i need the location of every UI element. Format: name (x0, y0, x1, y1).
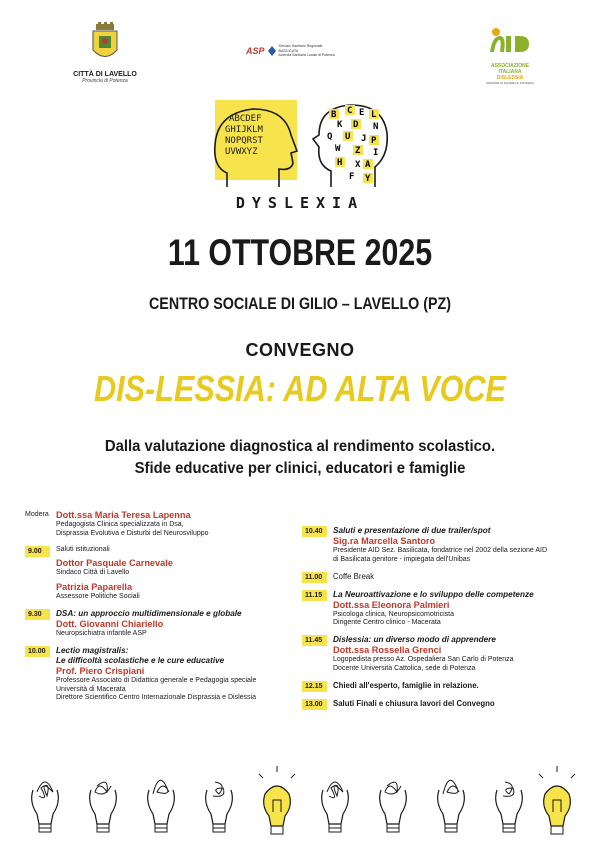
subtitle-line2: Sfide educative per clinici, educatori e famiglie (134, 460, 466, 477)
bulb-tangled-icon (496, 782, 523, 832)
topic: Le difficoltà scolastiche e le cure educative (56, 655, 225, 665)
scattered-letters (327, 105, 379, 184)
svg-text:C: C (347, 106, 353, 116)
time-badge: 11.45 (302, 635, 327, 646)
letters-row1: ABCDEF (229, 114, 262, 124)
program-item-1000: 10.00 Lectio magistralis: Le difficoltà scolastiche e le cure educative Prof. Piero Crispiani Professore Associato di Didattica generale e Pedagogia speciale Università di Macerata Direttore Scientifico Centro Internazionale Disprassia e Dislessia (25, 646, 283, 703)
aid-line4: SEZIONE DI MATERA E POTENZA (486, 81, 534, 85)
topic: La Neuroattivazione e lo sviluppo delle competenze (333, 589, 534, 599)
program-item-1215 (302, 681, 587, 692)
svg-text:P: P (371, 136, 377, 146)
time-badge: 11.00 (302, 572, 327, 583)
svg-text:F: F (349, 172, 355, 182)
program-item-1040: 10.40 Saluti e presentazione di due trailer/spot Sig.ra Marcella Santoro Presidente AID Sez. Basilicata, fondatrice nel 2002 della sezione AID di Basilicata genitore - impiegata dell'Unibas (302, 526, 587, 565)
bulb-lit-icon (259, 766, 295, 834)
program-item-1115: 11.15 La Neuroattivazione e lo sviluppo delle competenze Dott.ssa Eleonora Palmieri Psicologa clinica, Neuropsicomotricista Dirigente Centro clinico - Macerata (302, 590, 587, 629)
svg-text:L: L (371, 110, 377, 120)
program-right-column (302, 526, 587, 717)
svg-text:D: D (353, 120, 359, 130)
time-badge: 12.15 (302, 681, 327, 692)
program-left-column (25, 510, 283, 710)
svg-text:J: J (361, 134, 367, 144)
program-item-1100 (302, 572, 587, 583)
svg-text:W: W (335, 144, 341, 154)
program-item-900: 9.00 Saluti istituzionali Dottor Pasquale Carnevale Sindaco Città di Lavello Patrizia Paparella Assessore Politiche Sociali (25, 546, 283, 602)
letters-row3: NOPQRST (225, 136, 263, 146)
speaker-name: Dott. Giovanni Chiariello (56, 618, 164, 629)
aid-line1: ASSOCIAZIONE (490, 63, 530, 69)
modera-name: Dott.ssa Maria Teresa Lapenna (56, 510, 191, 520)
lightbulbs-decoration (25, 762, 580, 852)
program-item-1145: 11.45 Dislessia: un diverso modo di apprendere Dott.ssa Rossella Grenci Logopedista presso Az. Ospedaliera San Carlo di Potenza Docente Università Cattolica, sede di Potenza (302, 635, 587, 674)
lavello-logo (60, 22, 150, 84)
svg-text:H: H (337, 158, 343, 168)
topic: DSA: un approccio multidimensionale e globale (56, 608, 242, 618)
event-venue: CENTRO SOCIALE DI GILIO – LAVELLO (PZ) (148, 294, 452, 313)
program-item-1300 (302, 699, 587, 710)
aid-logo (470, 26, 550, 85)
event-type: CONVEGNO (245, 340, 355, 360)
topic: Dislessia: un diverso modo di apprendere (333, 635, 496, 645)
event-subtitle (12, 436, 588, 480)
asp-mark-icon (268, 46, 276, 56)
speaker-name: Patrizia Paparella (56, 582, 133, 593)
bulb-tangled-icon (322, 782, 349, 832)
speaker-name: Sig.ra Marcella Santoro (333, 536, 436, 546)
q-and-a: Chiedi all'esperto, famiglie in relazione. (333, 680, 479, 690)
aid-line2: ITALIANA (498, 69, 522, 75)
bulb-tangled-icon (438, 780, 465, 832)
time-badge: 9.30 (25, 609, 50, 620)
bulb-tangled-icon (380, 782, 407, 832)
svg-text:K: K (337, 120, 343, 130)
speaker-name: Prof. Piero Crispiani (56, 665, 145, 676)
bulb-lit-icon (539, 766, 575, 834)
svg-text:Q: Q (327, 132, 333, 142)
event-date: 11 OTTOBRE 2025 (167, 232, 433, 273)
program-item-modera: Modera Dott.ssa Maria Teresa Lapenna Pedagogista Clinica specializzata in Dsa, Disprassia Evolutiva e Disturbi del Neurosviluppo (25, 510, 283, 539)
svg-text:A: A (365, 160, 371, 170)
lavello-crest-icon (88, 22, 122, 64)
closing: Saluti Finali e chiusura lavori del Convegno (333, 698, 495, 708)
speaker-name: Dott.ssa Eleonora Palmieri (333, 599, 450, 610)
bulb-tangled-icon (90, 782, 117, 832)
svg-text:N: N (373, 122, 379, 132)
bulb-tangled-icon (32, 782, 59, 832)
modera-label: Modera (25, 511, 49, 518)
asp-word: ASP (246, 45, 265, 56)
time-badge: 10.00 (25, 646, 50, 657)
subtitle-line1: Dalla valutazione diagnostica al rendimento scolastico. (104, 438, 496, 455)
time-badge: 10.40 (302, 526, 327, 537)
aid-line3: DISLESSIA (496, 75, 524, 81)
svg-text:Z: Z (355, 146, 361, 156)
time-badge: 9.00 (25, 546, 50, 557)
bulb-tangled-icon (148, 780, 175, 832)
svg-text:B: B (331, 110, 337, 120)
bulb-tangled-icon (206, 782, 233, 832)
lavello-subtitle: Provincia di Potenza (82, 78, 128, 84)
topic: Lectio magistralis: (56, 645, 129, 655)
coffee-break: Coffe Break (333, 571, 375, 581)
topic: Saluti e presentazione di due trailer/spot (333, 526, 491, 535)
topic: Saluti istituzionali (56, 545, 110, 553)
header-logos (0, 0, 600, 90)
speaker-name: Dottor Pasquale Carnevale (56, 558, 173, 569)
asp-logo (246, 44, 356, 58)
time-badge: 13.00 (302, 699, 327, 710)
letters-row2: GHIJKLM (225, 125, 263, 135)
dyslexia-word: DYSLEXIA (235, 194, 365, 212)
speaker-name: Dott.ssa Rossella Grenci (333, 645, 442, 656)
svg-text:I: I (373, 148, 379, 158)
svg-text:X: X (355, 160, 361, 170)
lavello-title: CITTÀ DI LAVELLO (73, 71, 137, 78)
time-badge: 11.15 (302, 590, 327, 601)
svg-text:Y: Y (365, 174, 371, 184)
svg-text:U: U (345, 132, 351, 142)
aid-mark-icon (488, 26, 532, 56)
asp-text: Servizio Sanitario Regionale BASILICATA Azienda Sanitaria Locale di Potenza (278, 44, 335, 57)
svg-text:E: E (359, 108, 365, 118)
letters-row4: UVWXYZ (225, 147, 258, 157)
event-title: DIS-LESSIA: AD ALTA VOCE (94, 368, 506, 409)
program-item-930: 9.30 DSA: un approccio multidimensionale e globale Dott. Giovanni Chiariello Neuropsichiatra infantile ASP (25, 609, 283, 639)
